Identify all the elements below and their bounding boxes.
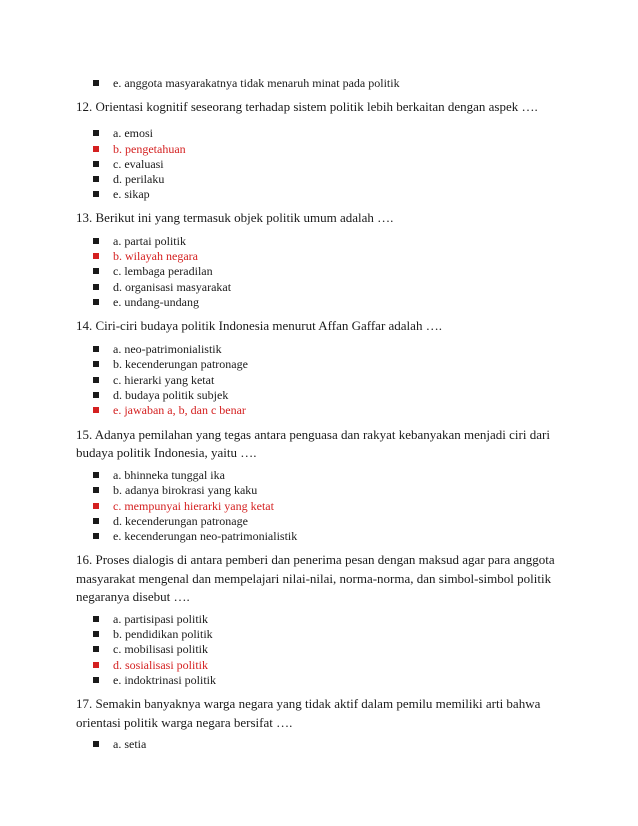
question-15-line-1: 15. Adanya pemilahan yang tegas antara penguasa dan rakyat kebanyakan menjadi ciri dari (76, 427, 550, 442)
question-15-line-2: budaya politik Indonesia, yaitu …. (76, 445, 257, 460)
question-13: 13. Berikut ini yang termasuk objek politik umum adalah …. (76, 210, 394, 225)
bullet-icon (93, 161, 99, 167)
option-13b-correct: b. wilayah negara (93, 249, 198, 264)
option-13e: e. undang-undang (93, 295, 199, 310)
bullet-icon (93, 392, 99, 398)
bullet-icon (93, 677, 99, 683)
option-14c: c. hierarki yang ketat (93, 373, 214, 388)
option-13c: c. lembaga peradilan (93, 264, 213, 279)
bullet-icon (93, 268, 99, 274)
option-14b: b. kecenderungan patronage (93, 357, 248, 372)
question-17-line-2: orientasi politik warga negara bersifat …. (76, 715, 293, 730)
option-16c: c. mobilisasi politik (93, 642, 208, 657)
bullet-icon (93, 346, 99, 352)
question-16-line-2: masyarakat mengenal dan mempelajari nilai-nilai, norma-norma, dan simbol-simbol politik (76, 571, 552, 586)
bullet-icon (93, 662, 99, 668)
option-12c: c. evaluasi (93, 157, 164, 172)
option-17a: a. setia (93, 737, 146, 752)
question-12: 12. Orientasi kognitif seseorang terhadap sistem politik lebih berkaitan dengan aspek …. (76, 99, 538, 114)
bullet-icon (93, 130, 99, 136)
bullet-icon (93, 377, 99, 383)
option-13d: d. organisasi masyarakat (93, 280, 231, 295)
bullet-icon (93, 238, 99, 244)
question-16-line-3: negaranya disebut …. (76, 589, 190, 604)
bullet-icon (93, 472, 99, 478)
question-16-line-1: 16. Proses dialogis di antara pemberi dan penerima pesan dengan maksud agar para anggota (76, 552, 555, 567)
option-14e-correct: e. jawaban a, b, dan c benar (93, 403, 246, 418)
question-17-line-1: 17. Semakin banyaknya warga negara yang tidak aktif dalam pemilu memiliki arti bahwa (76, 696, 541, 711)
option-16d-correct: d. sosialisasi politik (93, 658, 208, 673)
option-13a: a. partai politik (93, 234, 186, 249)
option-15d: d. kecenderungan patronage (93, 514, 248, 529)
bullet-icon (93, 616, 99, 622)
option-text: e. anggota masyarakatnya tidak menaruh minat pada politik (113, 76, 400, 90)
bullet-icon (93, 146, 99, 152)
bullet-icon (93, 361, 99, 367)
option-14a: a. neo-patrimonialistik (93, 342, 222, 357)
option-15e: e. kecenderungan neo-patrimonialistik (93, 529, 297, 544)
option-14d: d. budaya politik subjek (93, 388, 228, 403)
option-12d: d. perilaku (93, 172, 164, 187)
option-12b-correct: b. pengetahuan (93, 142, 186, 157)
bullet-icon (93, 487, 99, 493)
question-14: 14. Ciri-ciri budaya politik Indonesia menurut Affan Gaffar adalah …. (76, 318, 442, 333)
option-16a: a. partisipasi politik (93, 612, 208, 627)
list-item (93, 76, 400, 91)
option-15c-correct: c. mempunyai hierarki yang ketat (93, 499, 274, 514)
bullet-icon (93, 631, 99, 637)
option-15a: a. bhinneka tunggal ika (93, 468, 225, 483)
bullet-icon (93, 299, 99, 305)
option-16e: e. indoktrinasi politik (93, 673, 216, 688)
option-12e: e. sikap (93, 187, 150, 202)
option-15b: b. adanya birokrasi yang kaku (93, 483, 257, 498)
bullet-icon (93, 407, 99, 413)
bullet-icon (93, 80, 99, 86)
bullet-icon (93, 533, 99, 539)
bullet-icon (93, 503, 99, 509)
bullet-icon (93, 518, 99, 524)
bullet-icon (93, 646, 99, 652)
bullet-icon (93, 741, 99, 747)
option-16b: b. pendidikan politik (93, 627, 213, 642)
bullet-icon (93, 284, 99, 290)
option-12a: a. emosi (93, 126, 153, 141)
bullet-icon (93, 176, 99, 182)
bullet-icon (93, 191, 99, 197)
bullet-icon (93, 253, 99, 259)
